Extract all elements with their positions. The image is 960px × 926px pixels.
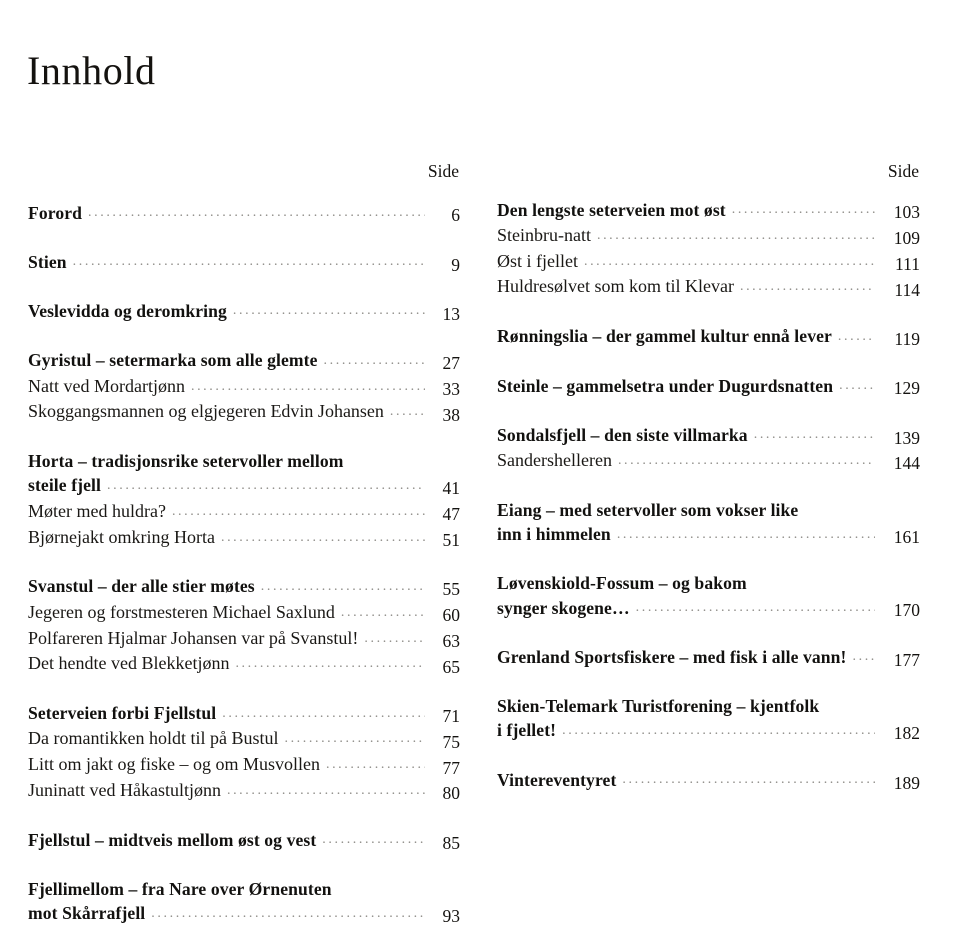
toc-groups-right <box>497 198 920 793</box>
toc-group <box>497 645 920 669</box>
toc-entry[interactable] <box>497 645 920 669</box>
side-header-left: Side <box>427 161 459 181</box>
toc-entry-line[interactable]: Horta – tradisjonsrike setervoller mellom <box>28 451 344 472</box>
toc-page-number[interactable]: 75 <box>442 731 460 752</box>
dot-leader <box>322 836 425 852</box>
toc-page-number[interactable]: 93 <box>442 906 460 926</box>
toc-entry[interactable] <box>497 249 920 274</box>
toc-group <box>497 324 920 348</box>
toc-entry[interactable] <box>497 423 920 447</box>
toc-entry-label: Vintereventyret <box>497 769 617 790</box>
group-spacer <box>497 398 920 423</box>
toc-entry-row[interactable] <box>497 274 920 299</box>
toc-page-number[interactable]: 114 <box>894 279 920 300</box>
toc-entry[interactable] <box>28 399 460 424</box>
toc-entry-label: Seterveien forbi Fjellstul <box>28 703 217 724</box>
toc-entry-label: Da romantikken holdt til på Bustul <box>28 728 279 749</box>
dot-leader <box>617 530 875 546</box>
toc-entry[interactable] <box>28 901 460 925</box>
toc-group <box>28 877 460 926</box>
toc-page-number[interactable]: 9 <box>451 254 460 275</box>
toc-entry[interactable] <box>28 250 460 274</box>
toc-entry[interactable] <box>497 374 920 398</box>
toc-entry-row[interactable] <box>497 223 920 248</box>
toc-entry-line[interactable]: Fjellimellom – fra Nare over Ørnenuten <box>28 879 332 900</box>
dot-leader <box>107 482 425 498</box>
toc-group <box>28 574 460 676</box>
toc-column-right <box>497 163 920 792</box>
toc-entry-row[interactable] <box>28 399 460 424</box>
toc-entry[interactable] <box>28 600 460 625</box>
dot-leader <box>584 257 875 273</box>
toc-entry-row[interactable] <box>28 726 460 751</box>
page-title: Innhold <box>27 47 156 93</box>
toc-entry-label: Sandershelleren <box>497 450 612 471</box>
toc-entry-label: synger skogene… <box>497 597 630 618</box>
toc-entry-line[interactable]: Skien-Telemark Turistforening – kjentfolk <box>497 696 820 717</box>
toc-entry-label: Møter med huldra? <box>28 500 166 521</box>
toc-group <box>28 828 460 852</box>
group-spacer <box>497 473 920 498</box>
toc-entry-label: Grenland Sportsfiskere – med fisk i alle vann! <box>497 646 847 667</box>
toc-group <box>28 250 460 274</box>
toc-entry-label: Det hendte ved Blekketjønn <box>28 653 230 674</box>
toc-page-number[interactable]: 161 <box>893 526 920 547</box>
dot-leader <box>364 634 425 650</box>
toc-page-number[interactable]: 51 <box>442 529 460 550</box>
toc-page-number[interactable]: 13 <box>442 303 460 324</box>
dot-leader <box>235 660 425 676</box>
toc-entry-label: Rønningslia – der gammel kultur ennå lever <box>497 326 832 347</box>
toc-entry[interactable] <box>497 522 920 546</box>
toc-entry-label: Fjellstul – midtveis mellom øst og vest <box>28 829 317 850</box>
group-spacer <box>497 546 920 571</box>
toc-page-number[interactable]: 182 <box>893 723 920 744</box>
toc-entry[interactable] <box>28 299 460 323</box>
dot-leader <box>636 604 875 620</box>
toc-page-number[interactable]: 139 <box>893 427 920 448</box>
toc-page-number[interactable]: 189 <box>893 772 920 793</box>
toc-group <box>497 498 920 547</box>
dot-leader <box>222 709 425 725</box>
dot-leader <box>622 776 875 792</box>
toc-entry-row[interactable] <box>497 768 920 792</box>
toc-column-left <box>28 163 460 926</box>
toc-entry-row[interactable] <box>28 600 460 625</box>
toc-entry[interactable] <box>28 374 460 399</box>
dot-leader <box>341 609 425 625</box>
dot-leader <box>326 761 425 777</box>
toc-entry-row[interactable] <box>497 522 920 546</box>
toc-group <box>28 201 460 225</box>
toc-entry-line[interactable]: Løvenskiold-Fossum – og bakom <box>497 573 747 594</box>
toc-entry-row[interactable] <box>28 626 460 651</box>
toc-entry[interactable] <box>28 473 460 497</box>
toc-entry-row[interactable] <box>497 596 920 620</box>
toc-page-number[interactable]: 71 <box>442 705 460 726</box>
toc-page-number[interactable]: 27 <box>442 353 460 374</box>
group-spacer <box>497 349 920 374</box>
toc-entry[interactable] <box>28 525 460 550</box>
toc-entry-row[interactable] <box>28 701 460 725</box>
group-spacer <box>28 424 460 449</box>
toc-entry-label: Veslevidda og deromkring <box>28 301 227 322</box>
toc-group <box>497 374 920 398</box>
toc-group <box>497 423 920 473</box>
side-header-right: Side <box>887 161 919 181</box>
dot-leader <box>233 307 425 323</box>
dot-leader <box>221 533 425 549</box>
toc-entry-row[interactable] <box>28 525 460 550</box>
toc-entry[interactable] <box>28 828 460 852</box>
toc-page-number[interactable]: 119 <box>894 329 920 350</box>
toc-entry-label: Jegeren og forstmesteren Michael Saxlund <box>28 601 335 622</box>
group-spacer <box>28 676 460 701</box>
toc-page-number[interactable]: 33 <box>442 378 460 399</box>
dot-leader <box>754 431 875 447</box>
group-spacer <box>497 620 920 645</box>
toc-entry-label: Gyristul – setermarka som alle glemte <box>28 350 318 371</box>
toc-entry[interactable] <box>497 768 920 792</box>
dot-leader <box>853 653 876 669</box>
toc-entry-label: Steinle – gammelsetra under Dugurdsnatten <box>497 375 834 396</box>
toc-entry-label: steile fjell <box>28 475 102 496</box>
toc-page-number[interactable]: 129 <box>893 378 920 399</box>
toc-entry-row[interactable] <box>28 651 460 676</box>
toc-entry-row[interactable] <box>497 448 920 473</box>
toc-page-number[interactable]: 63 <box>442 630 460 651</box>
dot-leader <box>191 382 425 398</box>
toc-entry[interactable] <box>28 574 460 598</box>
toc-entry[interactable] <box>497 274 920 299</box>
toc-entry-row[interactable] <box>28 473 460 497</box>
toc-entry-row[interactable] <box>28 778 460 803</box>
toc-entry-row[interactable] <box>497 198 920 222</box>
toc-groups-left <box>28 201 460 926</box>
toc-page-number[interactable]: 144 <box>893 453 920 474</box>
toc-entry[interactable] <box>28 752 460 777</box>
toc-entry[interactable] <box>497 718 920 742</box>
group-spacer <box>28 852 460 877</box>
toc-entry[interactable] <box>28 348 460 372</box>
toc-group <box>28 299 460 323</box>
toc-page-number[interactable]: 47 <box>442 504 460 525</box>
dot-leader <box>562 727 875 743</box>
toc-entry-row[interactable] <box>28 499 460 524</box>
toc-page-number[interactable]: 80 <box>442 783 460 804</box>
toc-entry-label: Huldresølvet som kom til Klevar <box>497 276 734 297</box>
toc-entry[interactable] <box>497 448 920 473</box>
toc-entry-row[interactable] <box>28 901 460 925</box>
dot-leader <box>839 382 875 398</box>
dot-leader <box>390 408 425 424</box>
toc-entry-label: Natt ved Mordartjønn <box>28 375 185 396</box>
toc-group <box>497 198 920 300</box>
toc-entry-label: Forord <box>28 202 83 223</box>
toc-page-number[interactable]: 55 <box>442 579 460 600</box>
toc-entry-row[interactable] <box>28 374 460 399</box>
toc-entry[interactable] <box>28 499 460 524</box>
group-spacer <box>28 323 460 348</box>
toc-entry-row[interactable] <box>28 828 460 852</box>
group-spacer <box>28 549 460 574</box>
toc-entry-row[interactable] <box>28 201 460 225</box>
group-spacer <box>497 669 920 694</box>
toc-entry-line[interactable]: Eiang – med setervoller som vokser like <box>497 499 799 520</box>
toc-entry-label: Litt om jakt og fiske – og om Musvollen <box>28 754 320 775</box>
group-spacer <box>28 803 460 828</box>
toc-entry-label: Sondalsfjell – den siste villmarka <box>497 424 748 445</box>
toc-entry[interactable] <box>28 778 460 803</box>
toc-entry[interactable] <box>28 201 460 225</box>
toc-entry-row[interactable] <box>497 324 920 348</box>
toc-entry-row[interactable] <box>497 645 920 669</box>
toc-page-number[interactable]: 109 <box>893 228 920 249</box>
toc-group <box>497 768 920 792</box>
toc-entry-label: mot Skårrafjell <box>28 903 146 924</box>
toc-page-number[interactable]: 103 <box>893 202 920 223</box>
toc-entry[interactable] <box>497 324 920 348</box>
toc-entry-row[interactable] <box>28 348 460 372</box>
group-spacer <box>28 225 460 250</box>
dot-leader <box>838 333 875 349</box>
toc-page-number[interactable]: 6 <box>451 205 460 226</box>
group-spacer <box>497 743 920 768</box>
toc-entry-label: Stien <box>28 251 67 272</box>
toc-group <box>497 694 920 743</box>
toc-page-number[interactable]: 60 <box>442 605 460 625</box>
group-spacer <box>497 299 920 324</box>
toc-entry[interactable] <box>28 701 460 725</box>
toc-entry-label: Bjørnejakt omkring Horta <box>28 526 215 547</box>
dot-leader <box>227 787 425 803</box>
dot-leader <box>740 283 875 299</box>
toc-entry-row[interactable] <box>28 574 460 598</box>
toc-group <box>28 701 460 803</box>
toc-entry-row[interactable] <box>28 752 460 777</box>
toc-entry-label: Øst i fjellet <box>497 250 578 271</box>
toc-entry-row[interactable] <box>497 423 920 447</box>
toc-entry[interactable] <box>28 651 460 676</box>
toc-entry[interactable] <box>28 626 460 651</box>
toc-group <box>497 571 920 620</box>
dot-leader <box>324 357 425 373</box>
toc-entry-label: Svanstul – der alle stier møtes <box>28 576 255 597</box>
dot-leader <box>172 508 425 524</box>
toc-entry[interactable] <box>497 198 920 222</box>
toc-entry[interactable] <box>28 726 460 751</box>
toc-group <box>28 449 460 549</box>
dot-leader <box>151 910 425 926</box>
toc-entry-row[interactable] <box>497 718 920 742</box>
toc-page-number[interactable]: 38 <box>442 404 460 425</box>
toc-page-number[interactable]: 177 <box>893 649 920 670</box>
toc-entry-label: Steinbru-natt <box>497 224 591 245</box>
toc-entry[interactable] <box>497 596 920 620</box>
toc-entry-label: Juninatt ved Håkastultjønn <box>28 780 221 801</box>
toc-page-number[interactable]: 77 <box>442 757 460 778</box>
toc-page-number[interactable]: 41 <box>442 478 460 499</box>
toc-entry-row[interactable] <box>497 249 920 274</box>
toc-entry-label: i fjellet! <box>497 720 557 741</box>
toc-page-number[interactable]: 170 <box>893 600 920 621</box>
toc-entry-row[interactable] <box>28 299 460 323</box>
toc-entry-label: Polfareren Hjalmar Johansen var på Svanstul! <box>28 627 359 648</box>
toc-page-number[interactable]: 65 <box>442 656 460 677</box>
dot-leader <box>618 457 875 473</box>
toc-entry[interactable] <box>497 223 920 248</box>
dot-leader <box>88 209 425 225</box>
dot-leader <box>284 735 425 751</box>
toc-group <box>28 348 460 424</box>
group-spacer <box>28 274 460 299</box>
dot-leader <box>597 232 875 248</box>
toc-entry-label: inn i himmelen <box>497 524 611 545</box>
toc-entry-row[interactable] <box>28 250 460 274</box>
toc-entry-row[interactable] <box>497 374 920 398</box>
toc-page-number[interactable]: 111 <box>895 253 920 274</box>
dot-leader <box>261 583 425 599</box>
dot-leader <box>73 258 425 274</box>
toc-page-number[interactable]: 85 <box>442 832 460 853</box>
dot-leader <box>732 206 875 222</box>
toc-entry-label: Skoggangsmannen og elgjegeren Edvin Johansen <box>28 401 384 422</box>
toc-entry-label: Den lengste seterveien mot øst <box>497 199 726 220</box>
